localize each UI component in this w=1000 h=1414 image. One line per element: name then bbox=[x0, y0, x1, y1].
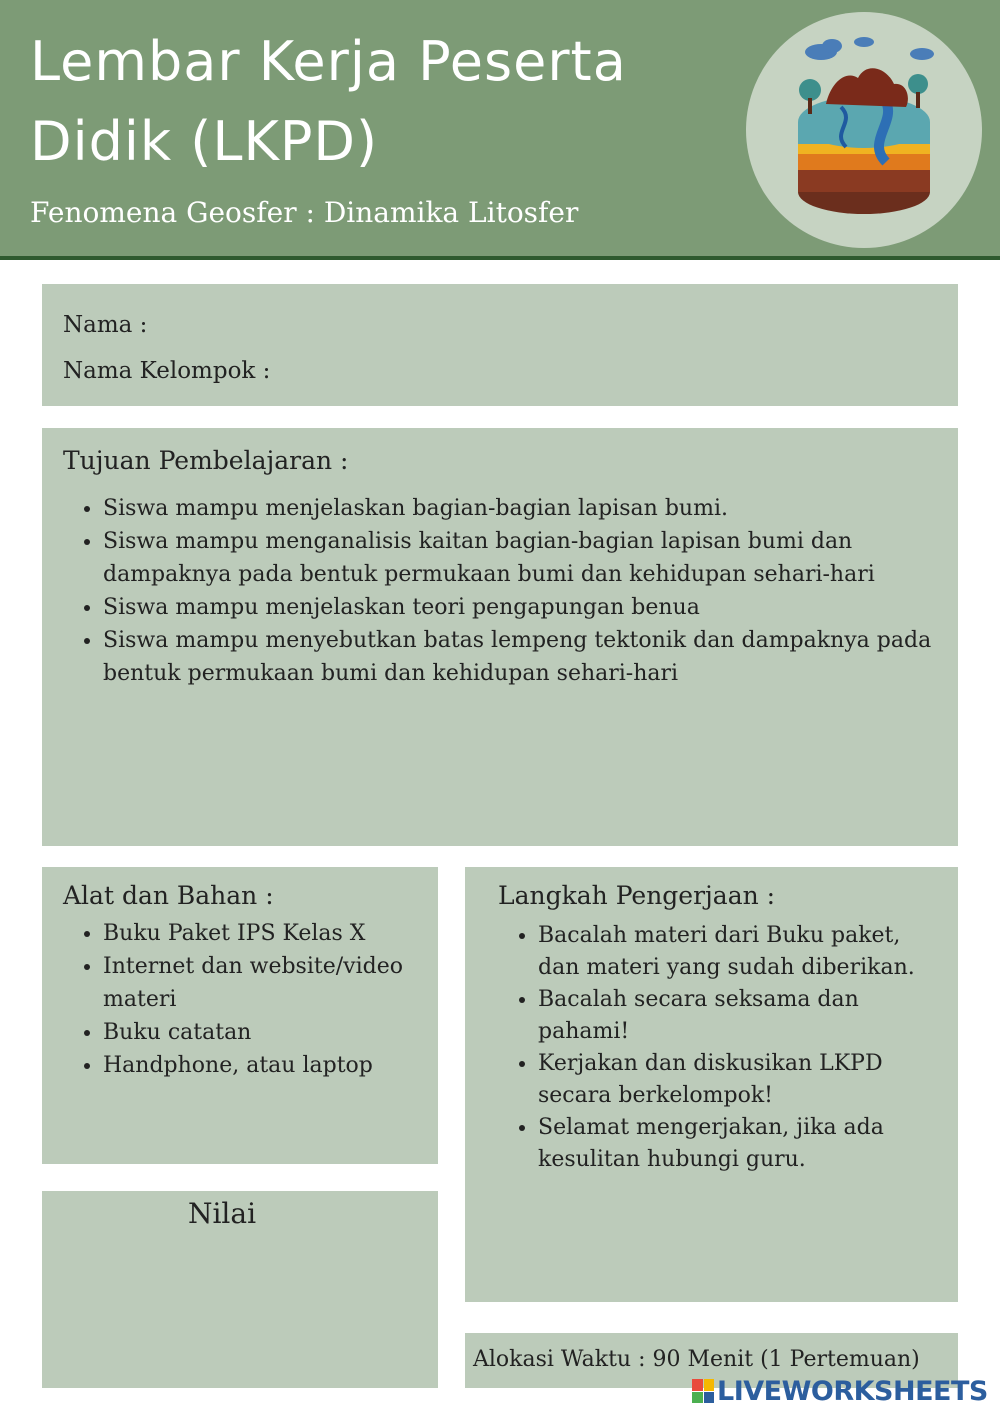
identity-section bbox=[42, 284, 958, 406]
materials-list bbox=[63, 917, 438, 1082]
steps-list bbox=[498, 920, 938, 1176]
steps-section bbox=[465, 867, 958, 1302]
header-banner bbox=[0, 0, 1000, 260]
list-item: • Bacalah secara seksama dan pahami! bbox=[538, 984, 938, 1048]
list-item: • Handphone, atau laptop bbox=[103, 1049, 438, 1082]
time-allocation-label: Alokasi Waktu : 90 Menit (1 Pertemuan) bbox=[473, 1347, 920, 1372]
earth-layers-icon bbox=[746, 12, 982, 248]
list-item: • Buku catatan bbox=[103, 1016, 438, 1049]
liveworksheets-logo-icon bbox=[692, 1379, 714, 1403]
materials-section bbox=[42, 867, 438, 1164]
objectives-section bbox=[42, 428, 958, 846]
group-name-label: Nama Kelompok : bbox=[63, 358, 271, 384]
page-title: Lembar Kerja Peserta Didik (LKPD) bbox=[30, 30, 627, 173]
score-section bbox=[42, 1191, 438, 1388]
objectives-list bbox=[63, 492, 943, 690]
list-item: • Siswa mampu menganalisis kaitan bagian-bagian lapisan bumi dan dampaknya pada bentuk permukaan bumi dan kehidupan sehari-hari bbox=[103, 525, 943, 591]
list-item: • Siswa mampu menjelaskan bagian-bagian lapisan bumi. bbox=[103, 492, 943, 525]
name-label: Nama : bbox=[63, 312, 148, 338]
page-subtitle: Fenomena Geosfer : Dinamika Litosfer bbox=[30, 196, 579, 229]
score-label: Nilai bbox=[187, 1197, 257, 1230]
materials-title: Alat dan Bahan : bbox=[63, 881, 274, 910]
list-item: • Internet dan website/video materi bbox=[103, 950, 438, 1016]
list-item: • Bacalah materi dari Buku paket, dan materi yang sudah diberikan. bbox=[538, 920, 938, 984]
liveworksheets-watermark bbox=[692, 1374, 988, 1408]
objectives-title: Tujuan Pembelajaran : bbox=[63, 446, 349, 475]
list-item: • Kerjakan dan diskusikan LKPD secara berkelompok! bbox=[538, 1048, 938, 1112]
list-item: • Siswa mampu menjelaskan teori pengapungan benua bbox=[103, 591, 943, 624]
list-item: • Selamat mengerjakan, jika ada kesulitan hubungi guru. bbox=[538, 1112, 938, 1176]
list-item: • Siswa mampu menyebutkan batas lempeng tektonik dan dampaknya pada bentuk permukaan bumi dan kehidupan sehari-hari bbox=[103, 624, 943, 690]
list-item: • Buku Paket IPS Kelas X bbox=[103, 917, 438, 950]
watermark-text: LIVEWORKSHEETS bbox=[717, 1375, 988, 1407]
steps-title: Langkah Pengerjaan : bbox=[498, 881, 776, 910]
